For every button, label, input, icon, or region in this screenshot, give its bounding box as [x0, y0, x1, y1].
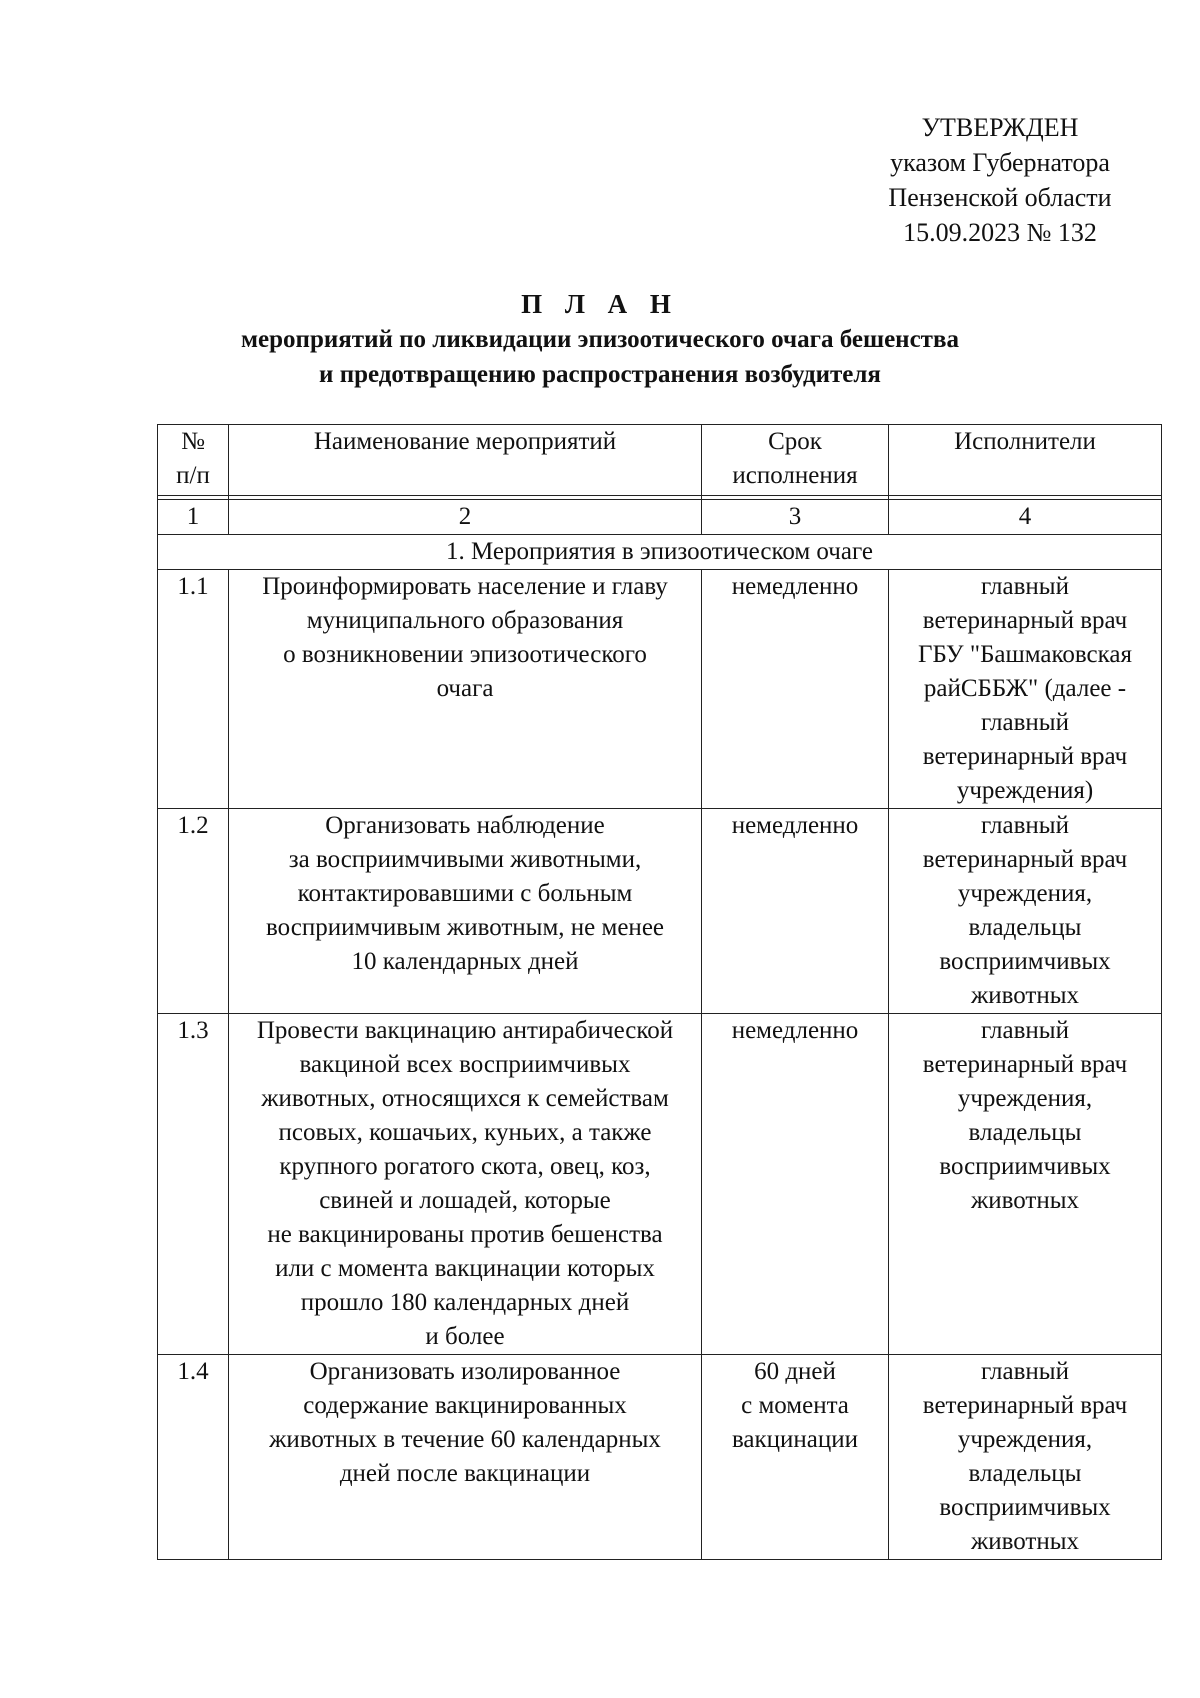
column-number: 1 — [158, 500, 229, 535]
title-subtitle-line: и предотвращению распространения возбудителя — [319, 361, 881, 388]
column-number: 2 — [229, 500, 702, 535]
title-subtitle-line: мероприятий по ликвидации эпизоотического очага бешенства — [241, 326, 959, 353]
document-title — [0, 286, 1200, 392]
row-executors: главный ветеринарный врач учреждения, владельцы восприимчивых животных — [889, 1355, 1162, 1560]
row-executors: главный ветеринарный врач учреждения, владельцы восприимчивых животных — [889, 1014, 1162, 1355]
approval-line: указом Губернатора — [890, 148, 1110, 177]
header-number: № п/п — [158, 425, 229, 496]
row-term: 60 дней с момента вакцинации — [702, 1355, 889, 1560]
row-number: 1.2 — [158, 809, 229, 1014]
column-number: 3 — [702, 500, 889, 535]
row-number: 1.3 — [158, 1014, 229, 1355]
title-main: П Л А Н — [521, 289, 679, 319]
approval-line: УТВЕРЖДЕН — [921, 113, 1079, 142]
row-action: Провести вакцинацию антирабической вакциной всех восприимчивых животных, относящихся к семействам псовых, кошачьих, куньих, а также крупного рогатого скота, овец, коз, свиней и лошадей, которые не вакцинированы против бешенства или с момента вакцинации которых прошло 180 календарных дней и более — [229, 1014, 702, 1355]
row-executors: главный ветеринарный врач учреждения, владельцы восприимчивых животных — [889, 809, 1162, 1014]
row-action: Проинформировать население и главу муниципального образования о возникновении эпизоотического очага — [229, 570, 702, 809]
table-header-row — [158, 425, 1162, 496]
section-row — [158, 535, 1162, 570]
row-number: 1.1 — [158, 570, 229, 809]
table-row — [158, 809, 1162, 1014]
row-action: Организовать наблюдение за восприимчивыми животными, контактировавшими с больным восприимчивым животным, не менее 10 календарных дней — [229, 809, 702, 1014]
plan-table — [157, 424, 1162, 1560]
row-term: немедленно — [702, 570, 889, 809]
approval-line: Пензенской области — [888, 183, 1112, 212]
header-action: Наименование мероприятий — [229, 425, 702, 496]
approval-block — [860, 110, 1140, 250]
column-numbers-row — [158, 500, 1162, 535]
row-term: немедленно — [702, 809, 889, 1014]
table-row — [158, 1355, 1162, 1560]
table-row — [158, 570, 1162, 809]
header-executors: Исполнители — [889, 425, 1162, 496]
row-executors: главный ветеринарный врач ГБУ "Башмаковская райСББЖ" (далее - главный ветеринарный врач учреждения) — [889, 570, 1162, 809]
row-action: Организовать изолированное содержание вакцинированных животных в течение 60 календарных дней после вакцинации — [229, 1355, 702, 1560]
table-row — [158, 1014, 1162, 1355]
row-term: немедленно — [702, 1014, 889, 1355]
header-term: Срок исполнения — [702, 425, 889, 496]
row-number: 1.4 — [158, 1355, 229, 1560]
column-number: 4 — [889, 500, 1162, 535]
approval-line: 15.09.2023 № 132 — [903, 218, 1097, 247]
section-title: 1. Мероприятия в эпизоотическом очаге — [158, 535, 1162, 570]
